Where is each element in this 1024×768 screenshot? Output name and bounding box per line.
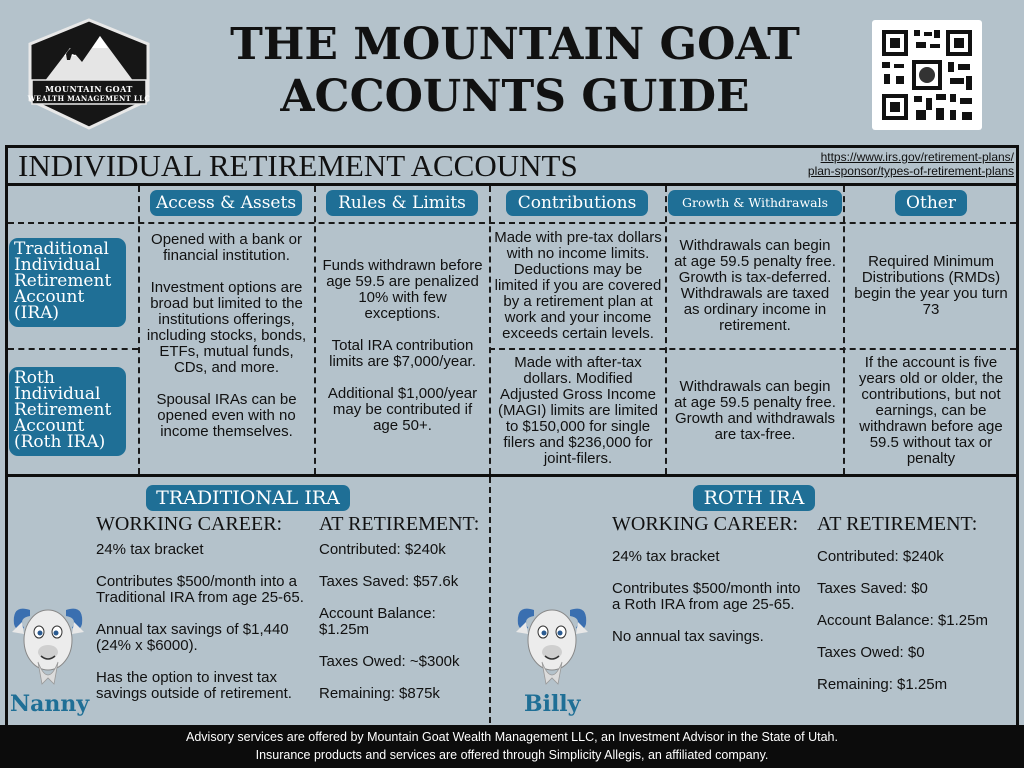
traditional-other: Required Minimum Distributions (RMDs) begin the year you turn 73 [854, 252, 1008, 318]
frame-right [1016, 145, 1019, 725]
rules-text-1: Funds withdrawn before age 59.5 are penalized 10% with few exceptions. [322, 257, 483, 322]
traditional-retire-5: Remaining: $875k [319, 685, 440, 702]
roth-career-1: 24% tax bracket [612, 548, 720, 565]
grid-v3 [489, 186, 491, 474]
traditional-retire-4: Taxes Owed: ~$300k [319, 653, 460, 670]
traditional-retire-list [319, 542, 479, 718]
roth-career-2: Contributes $500/month into a Roth IRA from age 25-65. [612, 580, 801, 613]
access-text-3: Spousal IRAs can be opened even with no income themselves. [156, 391, 297, 440]
traditional-career-list [96, 542, 310, 718]
logo-text-line2: WEALTH MANAGEMENT LLC [27, 94, 151, 103]
access-text-2: Investment options are broad but limited to the institutions offerings, including stocks, bonds, ETFs, mutual funds, CDs, and more. [146, 279, 307, 376]
roth-retire-3: Account Balance: $1.25m [817, 612, 988, 629]
examples-divider [489, 477, 491, 723]
access-text-1: Opened with a bank or financial institution. [151, 231, 302, 264]
column-header-growth: Growth & Withdrawals [668, 190, 842, 216]
logo-badge [26, 18, 152, 130]
roth-retire-1: Contributed: $240k [817, 548, 944, 565]
traditional-career-1: 24% tax bracket [96, 541, 204, 558]
qr-code-icon [872, 20, 982, 130]
grid-h-row-left [8, 348, 138, 350]
roth-retire-4: Taxes Owed: $0 [817, 644, 925, 661]
roth-growth: Withdrawals can begin at age 59.5 penalty free. Growth and withdrawals are tax-free. [674, 378, 836, 443]
traditional-career-4: Has the option to invest tax savings outside of retirement. [96, 669, 292, 702]
traditional-retire-1: Contributed: $240k [319, 541, 446, 558]
goat-mascot-icon [8, 592, 88, 688]
grid-v1 [138, 186, 140, 474]
roth-example-title: ROTH IRA [693, 485, 815, 511]
traditional-retire-3: Account Balance: $1.25m [319, 605, 436, 638]
irs-link-line1[interactable]: https://www.irs.gov/retirement-plans/ [820, 150, 1014, 164]
row-label-roth-ira: Roth Individual Retirement Account (Roth IRA) [9, 367, 126, 456]
rules-text-2: Total IRA contribution limits are $7,000/year. [329, 337, 476, 370]
nanny-name: Nanny [10, 691, 90, 717]
grid-v5 [843, 186, 845, 474]
table-divider [5, 474, 1019, 477]
rules-text-3: Additional $1,000/year may be contributed if age 50+. [327, 385, 478, 434]
traditional-example-title: TRADITIONAL IRA [146, 485, 350, 511]
footer-line2: Insurance products and services are offered through Simplicity Allegis, an affiliated company. [255, 748, 769, 762]
page-title-line2: ACCOUNTS GUIDE [280, 71, 750, 122]
traditional-career-3: Annual tax savings of $1,440 (24% x $6000). [96, 621, 289, 654]
roth-career-heading: WORKING CAREER: [612, 513, 799, 535]
traditional-retire-heading: AT RETIREMENT: [319, 513, 480, 535]
section-title: INDIVIDUAL RETIREMENT ACCOUNTS [18, 148, 578, 183]
roth-contributions: Made with after-tax dollars. Modified Adjusted Gross Income (MAGI) limits are limited to $150,000 for single filers and $236,000 for joint-filers. [497, 354, 658, 467]
billy-name: Billy [524, 691, 581, 717]
mountain-goat-logo [26, 18, 152, 130]
traditional-retire-2: Taxes Saved: $57.6k [319, 573, 459, 590]
access-assets-cell [144, 232, 309, 456]
goat-mascot-icon [512, 592, 592, 688]
footer-line1: Advisory services are offered by Mountain Goat Wealth Management LLC, an Investment Advisor in the State of Utah. [186, 730, 838, 744]
column-header-access: Access & Assets [150, 190, 302, 216]
column-header-other: Other [895, 190, 967, 216]
column-header-rules: Rules & Limits [326, 190, 478, 216]
footer [0, 725, 1024, 768]
traditional-career-heading: WORKING CAREER: [96, 513, 283, 535]
roth-retire-heading: AT RETIREMENT: [817, 513, 978, 535]
irs-link-line2[interactable]: plan-sponsor/types-of-retirement-plans [807, 164, 1014, 178]
grid-v4 [665, 186, 667, 474]
logo-text-line1: MOUNTAIN GOAT [45, 84, 133, 94]
rules-limits-cell [320, 258, 485, 450]
roth-retire-5: Remaining: $1.25m [817, 676, 948, 693]
billy-goat-mascot [512, 592, 592, 688]
roth-retire-2: Taxes Saved: $0 [817, 580, 928, 597]
traditional-contributions: Made with pre-tax dollars with no income limits. Deductions may be limited if you are covered by a retirement plan at work and your income exceeds certain levels. [494, 228, 662, 342]
roth-career-list [612, 549, 802, 661]
grid-v2 [314, 186, 316, 474]
qr-code[interactable] [872, 20, 982, 130]
roth-other: If the account is five years old or older, the contributions, but not earnings, can be withdrawn before age 59.5 without tax or penalty [858, 354, 1004, 467]
nanny-goat-mascot [8, 592, 88, 688]
page-title-line1: THE MOUNTAIN GOAT [230, 19, 800, 70]
column-header-contributions: Contributions [506, 190, 648, 216]
roth-career-3: No annual tax savings. [612, 628, 764, 645]
row-label-traditional-ira: Traditional Individual Retirement Account (IRA) [9, 238, 126, 327]
roth-retire-list [817, 549, 1007, 709]
traditional-growth: Withdrawals can begin at age 59.5 penalty free. Growth is tax-deferred. Withdrawals are taxed as ordinary income in retirement. [674, 236, 836, 334]
traditional-career-2: Contributes $500/month into a Traditional IRA from age 25-65. [96, 573, 304, 606]
irs-link[interactable] [752, 150, 1014, 178]
